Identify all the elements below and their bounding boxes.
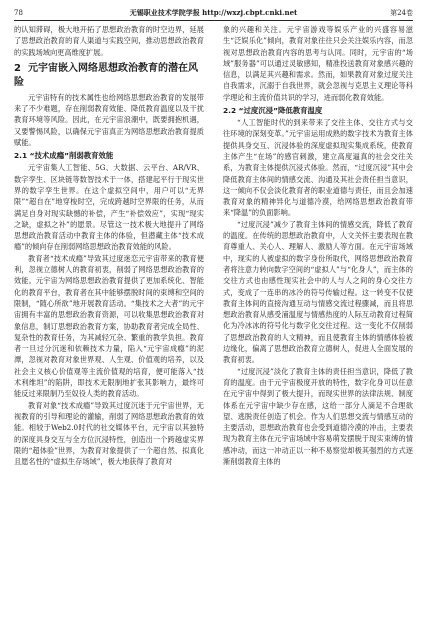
- paragraph: 教育对象“技术成瘾”导致其过度沉迷于元宇宙世界，无视教育的引导和理论的灌输，削弱了网络思想政治教育的效能。相较于Web2.0时代的社交媒体平台，元宇宙以其独特的深度具身交互与全方位沉浸特性，创造出一个跨越虚实界限的“超体验”世界，为教育对象提供了一个超自然、拟真化且愿名性的“虚拟生存场域”，极大地获得了教育对: [14, 400, 204, 467]
- section-number: 2: [14, 62, 21, 74]
- running-header: [14, 6, 413, 20]
- paragraph: “过度沉浸”淡化了教育主体的责任担当意识，降低了教育的温度。由于元宇宙极度开放的特性，数字化身可以任意在元宇宙中得到了极大提升，而现实世界的法律法规、制度体系在元宇宙中缺少存在感，这给一部分人滴足不合理欲望、逃脱责任创造了机会。作为人们思想交流与情感互动的主要活动，思想政治教育也会受到道德冷漠的冲击，主要表现为教育主体在元宇宙场域中容易萌发摆脱于现实束缚的情感冲动，而这一冲动正以一种不易察觉却极其强烈的方式逐渐削弱教育主体的: [223, 366, 413, 466]
- right-column: [223, 24, 413, 467]
- header-rule: [14, 20, 413, 21]
- paragraph: “人工智能时代的到来带来了交往主体、交往方式与交往环境的深刻变革。”元宇宙运用成熟的数字技术为教育主体提供具身交互、沉浸体验的深度虚拟现实集成系统，使教育主体产生“在场”的感官刺激，建立高度逼真的社会交往关系，为教育主体提供沉浸式体验。然而，“过度沉浸”其中会降低教育主体间的情感交流、沟通及其社会责任担当意识，这一倾向不仅会淡化教育者的职业道德与责任，而且会加速教育对象的精神异化与道德冷漠，给网络思想政治教育带来“降温”的负面影响。: [223, 118, 413, 218]
- subsection-heading: 2.2 “过度沉浸”降低教育温度: [223, 106, 323, 116]
- page-number: 78: [14, 9, 23, 17]
- paragraph: 元宇宙特有的技术属性也给网络思想政治教育的发展带来了不少难题，存在削弱教育效能、降低教育温度以及干扰教育环境等风险。因此，在元宇宙浪潮中，既要拥抱机遇，又要警惕风险，以确保元宇宙真正为网络思想政治教育提质赋能。: [14, 92, 204, 148]
- journal-title: 无锡职业技术学院学报 http://wxzj.cbpt.cnki.net: [129, 8, 298, 17]
- paragraph: 的认知滞碍，极大地开拓了思想政治教育的时空边界，延展了思想政治教育的育人渠道与实践空间，推动思想政治教育的实践场域向更高维度扩展。: [14, 25, 204, 57]
- paragraph: 象的兴趣和关注。元宇宙游戏等娱乐产业的兴盛容易滋生“泛娱乐化”倾向，教育对象往往只会关注娱乐内容，而忽视对思想政治教育内容的思考与认同。同时，元宇宙的“场域”服务器”可以通过灵敏感知，精准投送教育对象感兴趣的信息，以满足其兴趣和需求。然而，如果教育对象过度关注自我需求，沉溺于自我世界，就会忽视与克思主义理论等科学理论和主流价值共识的学习，进而弱化教育效能。: [223, 25, 413, 102]
- subsection-heading: 2.1 “技术成瘾”削弱教育效能: [14, 151, 114, 161]
- left-column: [14, 24, 204, 467]
- volume-label: 第24卷: [390, 9, 413, 17]
- paragraph: 元宇宙集人工智能、5G、大数据、云平台、AR/VR、数字孪生、区块链等数智技术于一体，搭建起平行于现实世界的数字孪生世界。在这个虚拟空间中，用户可以“无界限”“超自在”地穿梭时空，完成跨越时空界限的任务，从而满足自身对现实缺憾的补偿，产生“补偿效应”，实现“现实之缺，虚拟之补”的愿景。尽管这一技术极大地提升了网络思想政治教育活动中教育主体的体验，但潜藏主体“技术成瘾”的倾向存在削弱网络思想政治教育效能的风险。: [14, 163, 204, 252]
- section-title: 元宇宙嵌入网络思想政治教育的潜在风险: [14, 62, 198, 88]
- paragraph: 教育者“技术成瘾”导致其过度迷恋元宇宙带来的教育便利，忽视立德树人的教育初衷，削弱了网络思想政治教育的效能。元宇宙为网络思想政治教育提供了更加系统化、智能化的教育平台，教育者在其中能够摆脱时间的束缚和空间的限制，“随心所欲”地开展教育活动。“集技术之大者”的元宇宙拥有丰富的思想政治教育资源，可以收集思想政治教育对象信息，制订思想政治教育方案，协助教育者完成全局性、复杂性的教育任务，为其减轻冗杂、繁重的教学负担。教育者一旦过分沉迷和依赖技术力量，陷入“元宇宙成瘾”的泥潭，忽视对教育对象世界观、人生观、价值观的培养，以及社会主义核心价值观等主流价值观的培育，便可能落入“技术利维坦”的陷阱，即技术无限制地扩张其影响力，最终可能反过来限制乃至奴役人类的教育活动。: [14, 253, 204, 399]
- section-heading: [14, 62, 204, 90]
- paragraph: “过度沉浸”减少了教育主体间的情感交流，降低了教育的温度。在传统的思想政治教育中，人文关怀主要表现在教育尊重人、关心人、理解人、激励人等方面。在元宇宙场域中，现实的人被虚拟的数字身份所取代，网络思想政治教育者将注意力转向数字空间的“虚拟人”与“化身人”，而主体的交往方式也由感性现实社会中的人与人之间的身心交往方式，变成了一连串的冰冷的符号传输过程。这一转变不仅使教育主体间的直接沟通互动与情感交流过程骤减，而且将思想政治教育从感受浦温度与情感热度的人际互动教育过程简化为冷冰冰的符号化与数字化交往过程。这一变化不仅削弱了思想政治教育的人文精神，而且使教育主体的情感体验被边缘化，偏离了思想政治教育立德树人，促进人全面发展的教育初衷。: [223, 219, 413, 365]
